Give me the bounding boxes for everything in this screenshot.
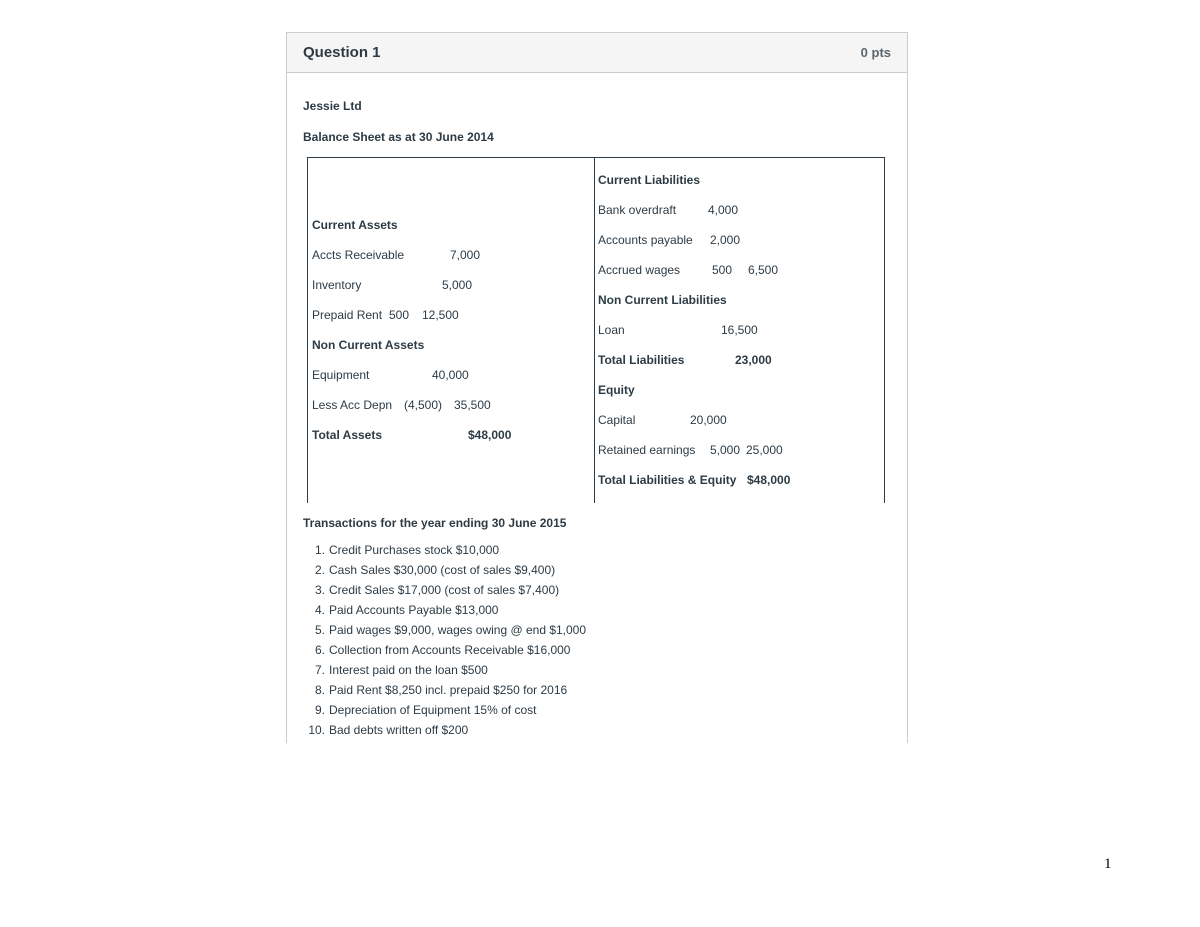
balance-sheet-title: Balance Sheet as at 30 June 2014 xyxy=(303,130,494,144)
list-item: 7. Interest paid on the loan $500 xyxy=(314,663,488,677)
company-name: Jessie Ltd xyxy=(303,99,362,113)
page-number: 1 xyxy=(1104,856,1112,872)
equity-heading: Equity xyxy=(598,383,635,397)
list-item: 5. Paid wages $9,000, wages owing @ end $1,000 xyxy=(314,623,587,637)
question-header xyxy=(287,33,907,73)
question-title: Question 1 xyxy=(303,44,381,61)
current-liabilities-heading: Current Liabilities xyxy=(598,173,701,187)
non-current-liabilities-heading: Non Current Liabilities xyxy=(598,293,727,307)
question-card xyxy=(286,32,908,743)
column-divider xyxy=(594,158,595,503)
non-current-assets-heading: Non Current Assets xyxy=(312,338,425,352)
question-points: 0 pts xyxy=(860,45,891,60)
list-item: 2. Cash Sales $30,000 (cost of sales $9,400) xyxy=(314,563,556,577)
balance-sheet-table: Current Assets Accts Receivable 7,000 Inventory 5,000 Prepaid Rent 500 12,500 Non Current Assets Equipment 40,000 Less Acc Depn (4,500) 35,500 Total Assets $48,000 Current Liabilities Bank overdraft 4,000 Accounts payable 2,000 Accrued wages 500 6,500 Non Current Liabilities Loan 16,500 Total Liabilities 23,000 Equity Capital 20,000 Retained earnings 5,000 25,000 Total Liabilities & Equity $48,000 xyxy=(307,157,885,503)
list-item: 9. Depreciation of Equipment 15% of cost xyxy=(314,703,537,717)
list-item: 10. Bad debts written off $200 xyxy=(308,723,469,737)
list-item: 1. Credit Purchases stock $10,000 xyxy=(314,543,500,557)
list-item: 6. Collection from Accounts Receivable $16,000 xyxy=(314,643,571,657)
transactions-title: Transactions for the year ending 30 June 2015 xyxy=(303,516,567,530)
list-item: 3. Credit Sales $17,000 (cost of sales $7,400) xyxy=(314,583,560,597)
list-item: 4. Paid Accounts Payable $13,000 xyxy=(314,603,499,617)
current-assets-heading: Current Assets xyxy=(312,218,398,232)
list-item: 8. Paid Rent $8,250 incl. prepaid $250 for 2016 xyxy=(314,683,568,697)
